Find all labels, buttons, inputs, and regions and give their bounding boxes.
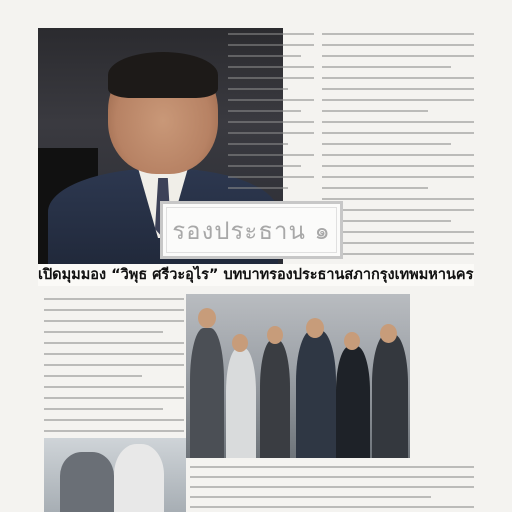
body-text-column-lower-left [44,298,184,452]
vice-president-label: รองประธาน ๑ [172,216,331,245]
person-figure [336,346,370,458]
person-figure [114,444,164,512]
person-face [344,332,360,350]
hair-shape [108,52,218,98]
person-face [267,326,283,344]
person-figure [226,348,256,458]
body-text-column-bottom [190,466,474,512]
person-figure [260,340,290,458]
person-figure [296,330,336,458]
person-figure [372,334,408,458]
person-face [306,318,324,338]
community-visit-photo [186,294,410,458]
person-face [380,324,397,343]
body-text-column-right [322,33,474,275]
body-text-column-middle [228,33,314,198]
article-headline: เปิดมุมมอง “วิพุธ ศรีวะอุไร” บทบาทรองประธานสภากรุงเทพมหานคร [38,264,474,286]
person-figure [60,452,114,512]
vice-president-label-box [160,201,343,259]
person-figure [190,328,224,458]
secondary-photo [44,438,186,512]
person-face [198,308,216,328]
person-face [232,334,248,352]
